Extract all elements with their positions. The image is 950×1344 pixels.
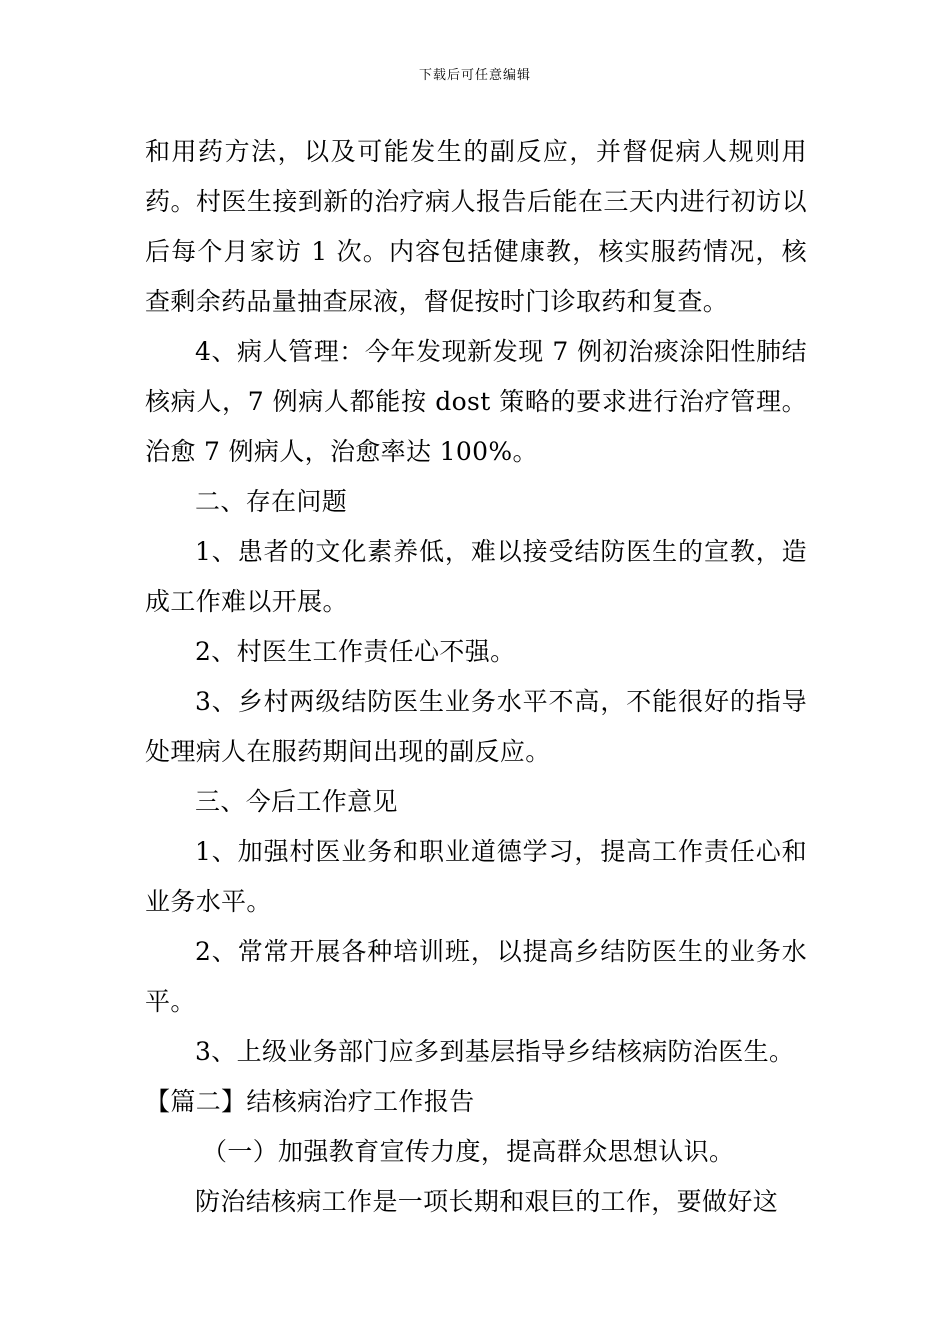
section-heading-future-work: 三、今后工作意见 — [195, 787, 398, 816]
paragraph-patient-management: 4、病人管理：今年发现新发现 7 例初治痰涂阳性肺结核病人，7 例病人都能按 dost 策略的要求进行治疗管理。治愈 7 例病人，治愈率达 100%。 — [145, 337, 807, 466]
document-body — [145, 127, 807, 1227]
paragraph-problem-2: 2、村医生工作责任心不强。 — [195, 637, 516, 666]
page-header: 下载后可任意编辑 — [418, 68, 531, 83]
section-heading-problems: 二、存在问题 — [195, 487, 348, 516]
paragraph-tb-prevention: 防治结核病工作是一项长期和艰巨的工作，要做好这 — [195, 1187, 779, 1216]
paragraph-medication-followup: 和用药方法，以及可能发生的副反应，并督促病人规则用药。村医生接到新的治疗病人报告后能在三天内进行初访以后每个月家访 1 次。内容包括健康教，核实服药情况，核查剩余药品量抽查尿液，督促按时门诊取药和复查。 — [145, 137, 807, 316]
paragraph-problem-3: 3、乡村两级结防医生业务水平不高，不能很好的指导处理病人在服药期间出现的副反应。 — [145, 687, 807, 766]
subsection-heading-education: （一）加强教育宣传力度，提高群众思想认识。 — [202, 1137, 735, 1166]
article-two-title: 【篇二】结核病治疗工作报告 — [145, 1087, 475, 1116]
paragraph-opinion-3: 3、上级业务部门应多到基层指导乡结核病防治医生。 — [195, 1037, 795, 1066]
paragraph-opinion-2: 2、常常开展各种培训班，以提高乡结防医生的业务水平。 — [145, 937, 807, 1016]
paragraph-opinion-1: 1、加强村医业务和职业道德学习，提高工作责任心和业务水平。 — [145, 837, 807, 916]
paragraph-problem-1: 1、患者的文化素养低，难以接受结防医生的宣教，造成工作难以开展。 — [145, 537, 807, 616]
